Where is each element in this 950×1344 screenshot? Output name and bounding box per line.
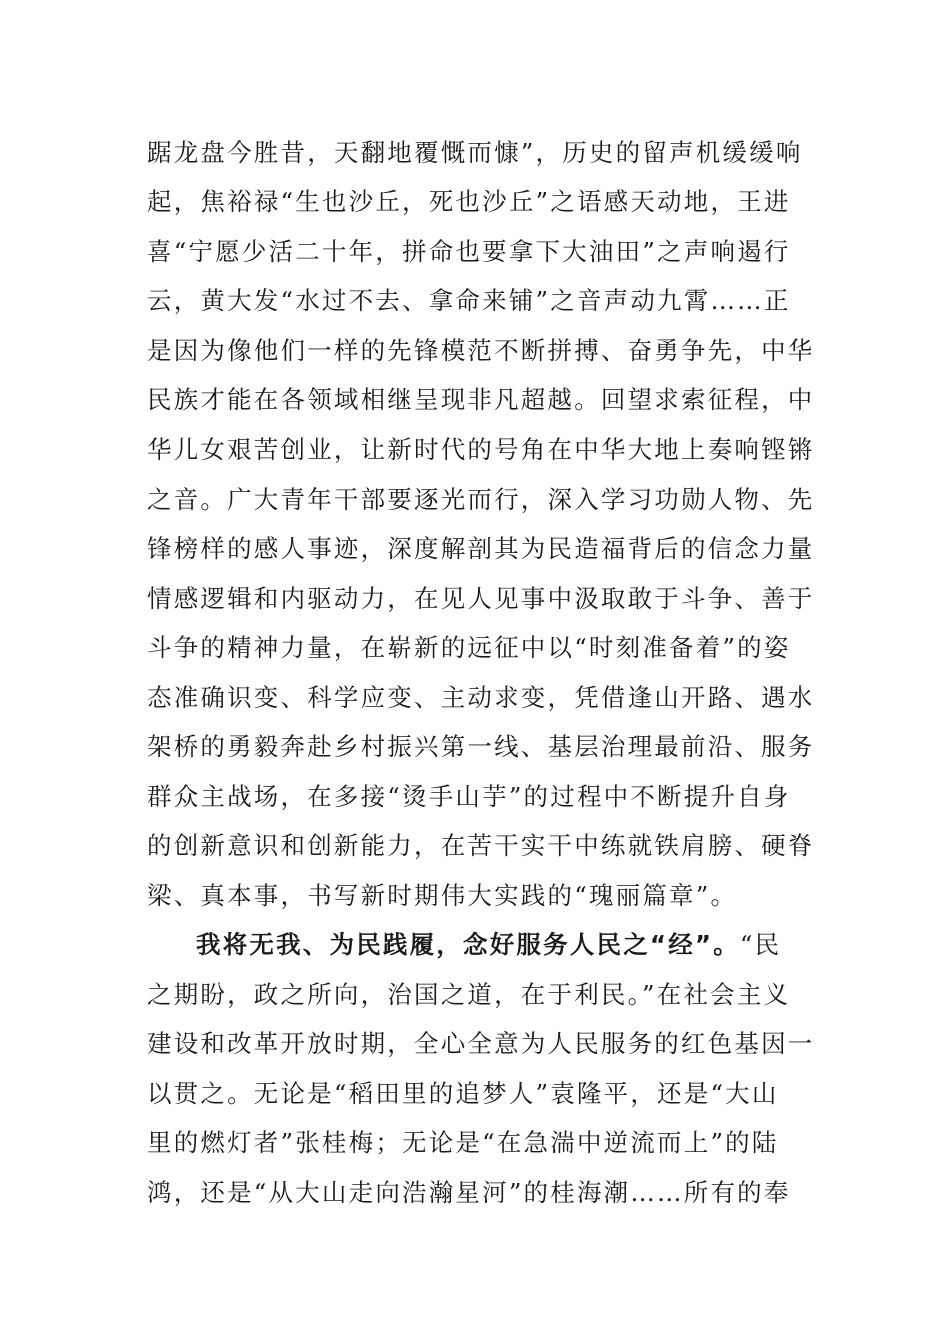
text-line: 踞龙盘今胜昔，天翻地覆慨而慷”，历史的留声机缓缓响 bbox=[147, 138, 803, 167]
text-line: 里的燃灯者”张桂梅；无论是“在急湍中逆流而上”的陆 bbox=[147, 1128, 779, 1157]
text-line: 民族才能在各领域相继呈现非凡超越。回望求索征程，中 bbox=[147, 385, 815, 414]
text-line: 建设和改革开放时期，全心全意为人民服务的红色基因一 bbox=[147, 1029, 815, 1058]
text-line: 斗争的精神力量，在崭新的远征中以“时刻准备着”的姿 bbox=[147, 633, 791, 662]
text-line: 华儿女艰苦创业，让新时代的号角在中华大地上奏响铿锵 bbox=[147, 435, 815, 464]
paragraph-heading bbox=[196, 929, 781, 961]
text-line: 梁、真本事，书写新时期伟大实践的“瑰丽篇章”。 bbox=[147, 881, 738, 910]
heading-continuation-text: “民 bbox=[739, 930, 782, 959]
text-line: 起，焦裕禄“生也沙丘，死也沙丘”之语感天动地，王进 bbox=[147, 187, 791, 216]
text-line: 鸿，还是“从大山走向浩瀚星河”的桂海潮……所有的奉 bbox=[147, 1178, 791, 1207]
text-line: 情感逻辑和内驱动力，在见人见事中汲取敢于斗争、善于 bbox=[147, 584, 815, 613]
text-line: 之期盼，政之所向，治国之道，在于利民。”在社会主义 bbox=[147, 980, 791, 1009]
text-line: 喜“宁愿少活二十年，拼命也要拿下大油田”之声响遏行 bbox=[147, 237, 791, 266]
text-line: 架桥的勇毅奔赴乡村振兴第一线、基层治理最前沿、服务 bbox=[147, 732, 815, 761]
heading-bold-text: 我将无我、为民践履，念好服务人民之“经”。 bbox=[196, 930, 740, 959]
text-line: 云，黄大发“水过不去、拿命来铺”之音声动九霄……正 bbox=[147, 286, 791, 315]
text-line: 以贯之。无论是“稻田里的追梦人”袁隆平，还是“大山 bbox=[147, 1079, 779, 1108]
text-line: 锋榜样的感人事迹，深度解剖其为民造福背后的信念力量 bbox=[147, 534, 815, 563]
text-line: 是因为像他们一样的先锋模范不断拼搏、奋勇争先，中华 bbox=[147, 336, 815, 365]
text-line: 群众主战场，在多接“烫手山芋”的过程中不断提升自身 bbox=[147, 782, 791, 811]
text-line: 态准确识变、科学应变、主动求变，凭借逢山开路、遇水 bbox=[147, 683, 815, 712]
text-line: 之音。广大青年干部要逐光而行，深入学习功勋人物、先 bbox=[147, 485, 815, 514]
text-line: 的创新意识和创新能力，在苦干实干中练就铁肩膀、硬脊 bbox=[147, 831, 815, 860]
